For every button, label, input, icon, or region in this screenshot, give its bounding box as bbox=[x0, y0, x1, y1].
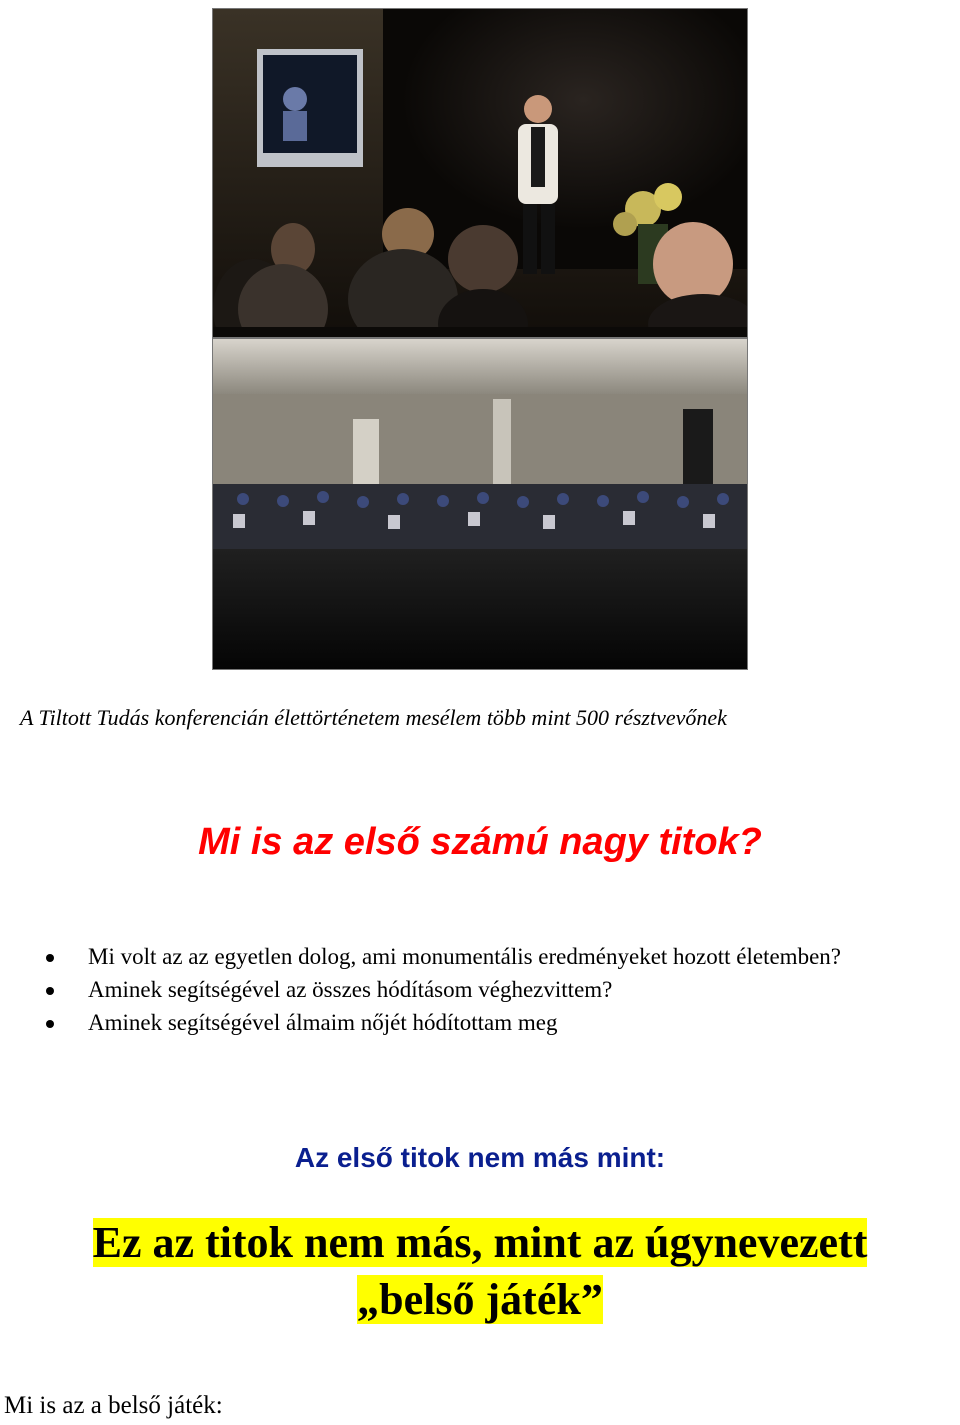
bullet-icon bbox=[46, 987, 54, 995]
bullet-icon bbox=[46, 1020, 54, 1028]
conference-speaker-photo bbox=[212, 8, 748, 338]
highlight-line-1: Ez az titok nem más, mint az úgynevezett bbox=[92, 1218, 868, 1267]
question-list bbox=[0, 940, 960, 1039]
next-section-lead: Mi is az a belső játék: bbox=[4, 1392, 223, 1419]
conference-audience-photo bbox=[212, 338, 748, 670]
list-item-text: Aminek segítségével az összes hódításom véghezvittem? bbox=[88, 977, 613, 1002]
audience-photo-illustration bbox=[213, 339, 747, 669]
list-item bbox=[0, 973, 960, 1006]
highlighted-statement bbox=[0, 1214, 960, 1328]
highlight-line-2: „belső játék” bbox=[357, 1275, 603, 1324]
speaker-photo-illustration bbox=[213, 9, 747, 337]
photo-caption: A Tiltott Tudás konferencián élettörténetem mesélem több mint 500 résztvevőnek bbox=[20, 705, 727, 730]
first-secret-intro: Az első titok nem más mint: bbox=[294, 1142, 666, 1173]
list-item-text: Mi volt az az egyetlen dolog, ami monumentális eredményeket hozott életemben? bbox=[88, 944, 841, 969]
bullet-icon bbox=[46, 954, 54, 962]
list-item-text: Aminek segítségével álmaim nőjét hódítottam meg bbox=[88, 1010, 558, 1035]
section-heading-first-secret: Mi is az első számú nagy titok? bbox=[198, 821, 762, 863]
list-item bbox=[0, 940, 960, 973]
list-item bbox=[0, 1006, 960, 1039]
